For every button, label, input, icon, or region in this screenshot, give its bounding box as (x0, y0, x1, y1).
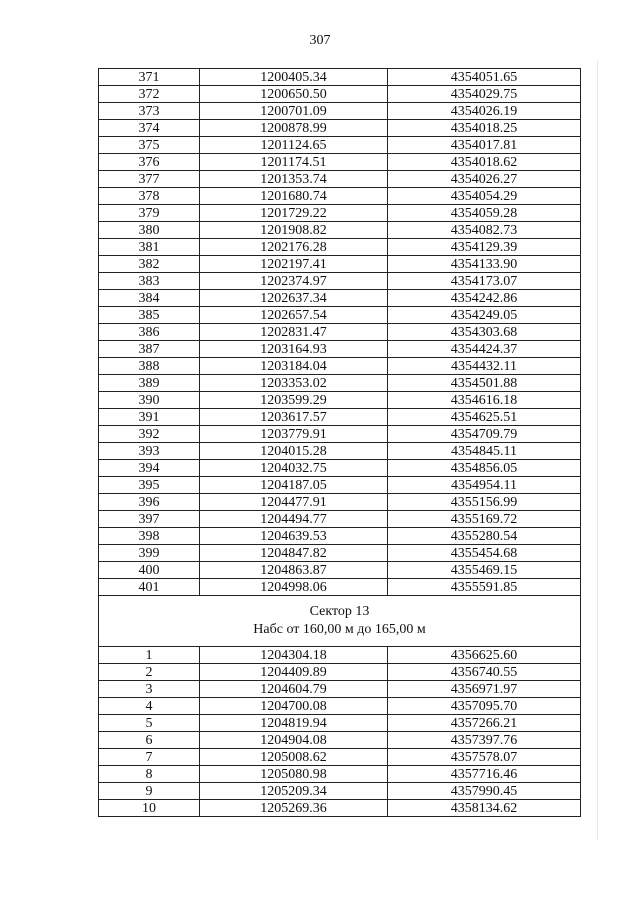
point-number-cell: 1 (99, 647, 200, 664)
x-coordinate-cell: 1201353.74 (200, 171, 388, 188)
table-row (99, 290, 581, 307)
table-row (99, 766, 581, 783)
x-coordinate-cell: 1204015.28 (200, 443, 388, 460)
table-row (99, 409, 581, 426)
y-coordinate-cell: 4354432.11 (388, 358, 581, 375)
table-row (99, 273, 581, 290)
point-number-cell: 396 (99, 494, 200, 511)
x-coordinate-cell: 1204494.77 (200, 511, 388, 528)
x-coordinate-cell: 1203184.04 (200, 358, 388, 375)
y-coordinate-cell: 4354249.05 (388, 307, 581, 324)
x-coordinate-cell: 1203617.57 (200, 409, 388, 426)
table-row (99, 579, 581, 596)
x-coordinate-cell: 1204477.91 (200, 494, 388, 511)
point-number-cell: 392 (99, 426, 200, 443)
y-coordinate-cell: 4355469.15 (388, 562, 581, 579)
x-coordinate-cell: 1202657.54 (200, 307, 388, 324)
x-coordinate-cell: 1203164.93 (200, 341, 388, 358)
table-row (99, 239, 581, 256)
y-coordinate-cell: 4354133.90 (388, 256, 581, 273)
x-coordinate-cell: 1201729.22 (200, 205, 388, 222)
table-row (99, 783, 581, 800)
table-row (99, 324, 581, 341)
x-coordinate-cell: 1200701.09 (200, 103, 388, 120)
point-number-cell: 386 (99, 324, 200, 341)
table-row (99, 715, 581, 732)
y-coordinate-cell: 4354026.19 (388, 103, 581, 120)
x-coordinate-cell: 1203353.02 (200, 375, 388, 392)
point-number-cell: 4 (99, 698, 200, 715)
point-number-cell: 375 (99, 137, 200, 154)
table-row (99, 732, 581, 749)
point-number-cell: 399 (99, 545, 200, 562)
x-coordinate-cell: 1205008.62 (200, 749, 388, 766)
point-number-cell: 398 (99, 528, 200, 545)
table-row (99, 749, 581, 766)
point-number-cell: 371 (99, 69, 200, 86)
point-number-cell: 3 (99, 681, 200, 698)
y-coordinate-cell: 4354709.79 (388, 426, 581, 443)
table-row (99, 103, 581, 120)
y-coordinate-cell: 4356971.97 (388, 681, 581, 698)
y-coordinate-cell: 4357716.46 (388, 766, 581, 783)
table-row (99, 86, 581, 103)
y-coordinate-cell: 4354424.37 (388, 341, 581, 358)
point-number-cell: 384 (99, 290, 200, 307)
point-number-cell: 389 (99, 375, 200, 392)
y-coordinate-cell: 4354017.81 (388, 137, 581, 154)
x-coordinate-cell: 1204032.75 (200, 460, 388, 477)
y-coordinate-cell: 4354082.73 (388, 222, 581, 239)
table-row (99, 681, 581, 698)
y-coordinate-cell: 4354129.39 (388, 239, 581, 256)
coordinates-table (98, 68, 581, 817)
x-coordinate-cell: 1200878.99 (200, 120, 388, 137)
table-row (99, 358, 581, 375)
y-coordinate-cell: 4354173.07 (388, 273, 581, 290)
table-row (99, 69, 581, 86)
y-coordinate-cell: 4357266.21 (388, 715, 581, 732)
table-row (99, 460, 581, 477)
x-coordinate-cell: 1202374.97 (200, 273, 388, 290)
table-row (99, 256, 581, 273)
x-coordinate-cell: 1204700.08 (200, 698, 388, 715)
point-number-cell: 391 (99, 409, 200, 426)
table-row (99, 137, 581, 154)
table-body-before-sector (99, 69, 581, 596)
table-row (99, 528, 581, 545)
y-coordinate-cell: 4354856.05 (388, 460, 581, 477)
table-row (99, 477, 581, 494)
point-number-cell: 10 (99, 800, 200, 817)
x-coordinate-cell: 1201174.51 (200, 154, 388, 171)
point-number-cell: 2 (99, 664, 200, 681)
x-coordinate-cell: 1205209.34 (200, 783, 388, 800)
table-row (99, 511, 581, 528)
y-coordinate-cell: 4354625.51 (388, 409, 581, 426)
scan-artifact-line (597, 60, 598, 840)
x-coordinate-cell: 1204819.94 (200, 715, 388, 732)
y-coordinate-cell: 4358134.62 (388, 800, 581, 817)
point-number-cell: 7 (99, 749, 200, 766)
x-coordinate-cell: 1204187.05 (200, 477, 388, 494)
point-number-cell: 378 (99, 188, 200, 205)
sector-title: Сектор 13 (309, 604, 370, 619)
y-coordinate-cell: 4354059.28 (388, 205, 581, 222)
y-coordinate-cell: 4355169.72 (388, 511, 581, 528)
point-number-cell: 395 (99, 477, 200, 494)
point-number-cell: 388 (99, 358, 200, 375)
sector-header-cell (99, 596, 581, 647)
table-row (99, 341, 581, 358)
y-coordinate-cell: 4356740.55 (388, 664, 581, 681)
y-coordinate-cell: 4356625.60 (388, 647, 581, 664)
point-number-cell: 381 (99, 239, 200, 256)
y-coordinate-cell: 4354845.11 (388, 443, 581, 460)
y-coordinate-cell: 4354051.65 (388, 69, 581, 86)
x-coordinate-cell: 1200405.34 (200, 69, 388, 86)
y-coordinate-cell: 4354018.25 (388, 120, 581, 137)
y-coordinate-cell: 4354616.18 (388, 392, 581, 409)
x-coordinate-cell: 1205080.98 (200, 766, 388, 783)
x-coordinate-cell: 1201124.65 (200, 137, 388, 154)
point-number-cell: 8 (99, 766, 200, 783)
table-row (99, 188, 581, 205)
y-coordinate-cell: 4355454.68 (388, 545, 581, 562)
point-number-cell: 379 (99, 205, 200, 222)
x-coordinate-cell: 1203599.29 (200, 392, 388, 409)
x-coordinate-cell: 1202637.34 (200, 290, 388, 307)
x-coordinate-cell: 1204847.82 (200, 545, 388, 562)
table-row (99, 494, 581, 511)
point-number-cell: 382 (99, 256, 200, 273)
table-row (99, 664, 581, 681)
point-number-cell: 401 (99, 579, 200, 596)
table-row (99, 426, 581, 443)
x-coordinate-cell: 1200650.50 (200, 86, 388, 103)
table-body-after-sector (99, 647, 581, 817)
y-coordinate-cell: 4354054.29 (388, 188, 581, 205)
point-number-cell: 5 (99, 715, 200, 732)
point-number-cell: 385 (99, 307, 200, 324)
x-coordinate-cell: 1204604.79 (200, 681, 388, 698)
x-coordinate-cell: 1204409.89 (200, 664, 388, 681)
point-number-cell: 390 (99, 392, 200, 409)
y-coordinate-cell: 4355591.85 (388, 579, 581, 596)
x-coordinate-cell: 1205269.36 (200, 800, 388, 817)
point-number-cell: 400 (99, 562, 200, 579)
table-row (99, 222, 581, 239)
point-number-cell: 397 (99, 511, 200, 528)
point-number-cell: 377 (99, 171, 200, 188)
y-coordinate-cell: 4354501.88 (388, 375, 581, 392)
table-row (99, 307, 581, 324)
x-coordinate-cell: 1201680.74 (200, 188, 388, 205)
table-row (99, 154, 581, 171)
point-number-cell: 380 (99, 222, 200, 239)
point-number-cell: 387 (99, 341, 200, 358)
y-coordinate-cell: 4357397.76 (388, 732, 581, 749)
table-row (99, 698, 581, 715)
table-row (99, 171, 581, 188)
table-row (99, 443, 581, 460)
point-number-cell: 393 (99, 443, 200, 460)
table-row (99, 545, 581, 562)
x-coordinate-cell: 1201908.82 (200, 222, 388, 239)
y-coordinate-cell: 4354954.11 (388, 477, 581, 494)
table-row (99, 120, 581, 137)
x-coordinate-cell: 1202197.41 (200, 256, 388, 273)
y-coordinate-cell: 4357990.45 (388, 783, 581, 800)
table-row (99, 375, 581, 392)
y-coordinate-cell: 4354029.75 (388, 86, 581, 103)
x-coordinate-cell: 1202831.47 (200, 324, 388, 341)
y-coordinate-cell: 4354026.27 (388, 171, 581, 188)
point-number-cell: 376 (99, 154, 200, 171)
y-coordinate-cell: 4354242.86 (388, 290, 581, 307)
point-number-cell: 372 (99, 86, 200, 103)
point-number-cell: 394 (99, 460, 200, 477)
x-coordinate-cell: 1204304.18 (200, 647, 388, 664)
point-number-cell: 374 (99, 120, 200, 137)
x-coordinate-cell: 1204639.53 (200, 528, 388, 545)
y-coordinate-cell: 4357095.70 (388, 698, 581, 715)
sector-header-group (99, 596, 581, 647)
table-row (99, 800, 581, 817)
x-coordinate-cell: 1203779.91 (200, 426, 388, 443)
x-coordinate-cell: 1204863.87 (200, 562, 388, 579)
sector-header-row (99, 596, 581, 647)
point-number-cell: 373 (99, 103, 200, 120)
point-number-cell: 9 (99, 783, 200, 800)
y-coordinate-cell: 4354018.62 (388, 154, 581, 171)
x-coordinate-cell: 1204904.08 (200, 732, 388, 749)
y-coordinate-cell: 4354303.68 (388, 324, 581, 341)
y-coordinate-cell: 4357578.07 (388, 749, 581, 766)
x-coordinate-cell: 1202176.28 (200, 239, 388, 256)
table-row (99, 562, 581, 579)
y-coordinate-cell: 4355280.54 (388, 528, 581, 545)
table-row (99, 205, 581, 222)
x-coordinate-cell: 1204998.06 (200, 579, 388, 596)
table-row (99, 647, 581, 664)
sector-subtitle: Набс от 160,00 м до 165,00 м (253, 622, 426, 637)
page-number: 307 (309, 33, 331, 48)
table-row (99, 392, 581, 409)
y-coordinate-cell: 4355156.99 (388, 494, 581, 511)
point-number-cell: 6 (99, 732, 200, 749)
point-number-cell: 383 (99, 273, 200, 290)
